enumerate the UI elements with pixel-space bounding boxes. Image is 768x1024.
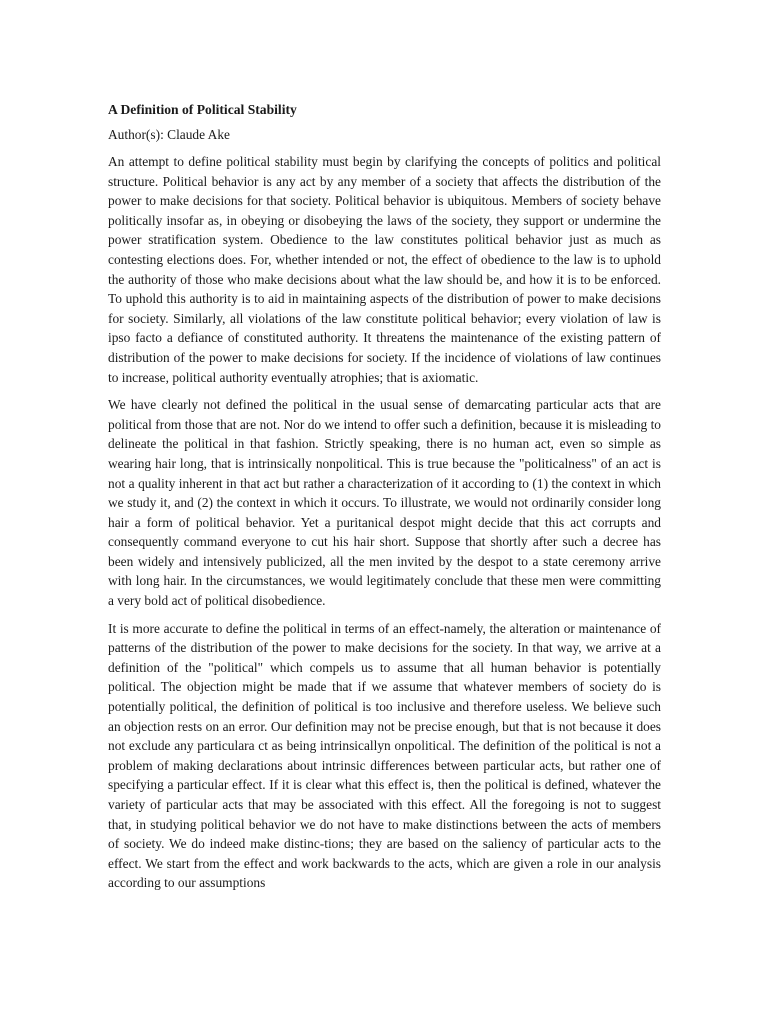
paragraph-3: It is more accurate to define the political in terms of an effect-namely, the alteration or maintenance of patterns of the distribution of the power to make decisions for the society. In that way, we arrive at a definition of the "political" which compels us to assume that all human behavior is potentially political. The objection might be made that if we assume that whatever members of society do is potentially political, the definition of political is too inclusive and therefore useless. We believe such an objection rests on an error. Our definition may not be precise enough, but that is not because it does not exclude any particulara ct as being intrinsicallyn onpolitical. The definition of the political is not a problem of making declarations about intrinsic differences between particular acts, but rather one of specifying a particular effect. If it is clear what this effect is, then the political is defined, whatever the variety of particular acts that may be associated with this effect. All the foregoing is not to suggest that, in studying political behavior we do not have to make distinctions between the acts of members of society. We do indeed make distinc-tions; they are based on the saliency of particular acts to the effect. We start from the effect and work backwards to the acts, which are given a role in our analysis according to our assumptions [108, 620, 661, 891]
paragraph-2: We have clearly not defined the political in the usual sense of demarcating particular acts that are political from those that are not. Nor do we intend to offer such a definition, because it is misleading to delineate the political in that fashion. Strictly speaking, there is no human act, even so simple as wearing hair long, that is intrinsically nonpolitical. This is true because the "politicalness" of an act is not a quality inherent in that act but rather a characterization of it according to (1) the context in which we study it, and (2) the context in which it occurs. To illustrate, we would not ordinarily consider long hair a form of political behavior. Yet a puritanical despot might decide that this act corrupts and consequently command everyone to cut his hair short. Suppose that shortly after such a decree has been widely and intensively publicized, all the men invited by the despot to a state ceremony arrive with long hair. In the circumstances, we would legitimately conclude that these men were committing a very bold act of political disobedience. [108, 397, 661, 609]
paragraph-1: An attempt to define political stability must begin by clarifying the concepts of politics and political structure. Political behavior is any act by any member of a society that affects the distribution of the power to make decisions for that society. Political behavior is ubiquitous. Members of society behave politically insofar as, in obeying or disobeying the laws of the society, they support or undermine the power stratification system. Obedience to the law constitutes political behavior just as much as contesting elections does. For, whether intended or not, the effect of obedience to the law is to uphold the authority of those who make decisions about what the law should be, and how it is to be enforced. To uphold this authority is to aid in maintaining aspects of the distribution of power to make decisions for society. Similarly, all violations of the law constitute political behavior; every violation of law is ipso facto a defiance of constituted authority. It threatens the maintenance of the existing pattern of distribution of the power to make decisions for society. If the incidence of violations of law continues to increase, political authority eventually atrophies; that is axiomatic. [108, 154, 661, 385]
document-page [108, 100, 661, 901]
document-title: A Definition of Political Stability [108, 102, 297, 117]
author-line: Author(s): Claude Ake [108, 127, 230, 142]
